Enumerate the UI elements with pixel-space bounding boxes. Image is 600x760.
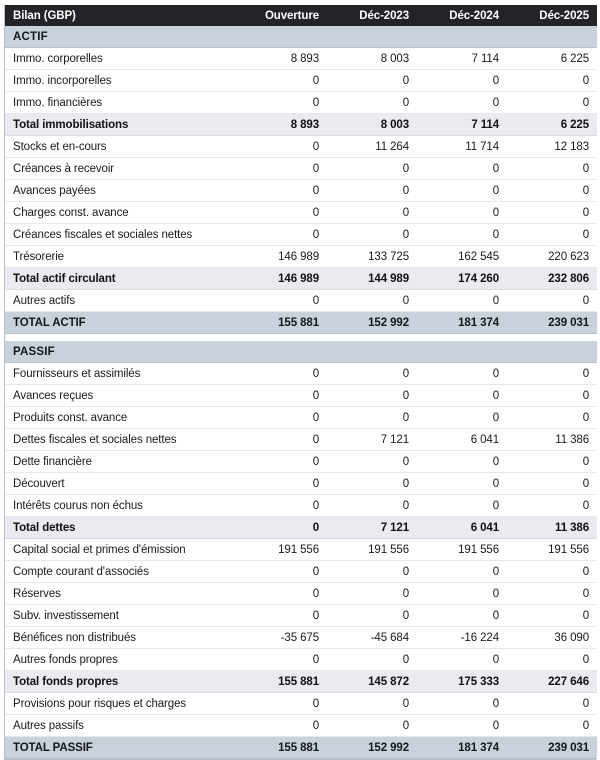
- cell-dec-2025: 0: [507, 561, 597, 583]
- row-spacer: [5, 334, 597, 342]
- balance-sheet-table: [5, 5, 597, 759]
- cell-dec-2024: 0: [417, 92, 507, 114]
- cell-dec-2023: 0: [327, 290, 417, 312]
- table-row[interactable]: [5, 715, 597, 737]
- cell-ouverture: 0: [237, 158, 327, 180]
- row-label: Autres passifs: [5, 715, 237, 737]
- cell-dec-2023: 133 725: [327, 246, 417, 268]
- row-label: Réserves: [5, 583, 237, 605]
- cell-ouverture: 146 989: [237, 246, 327, 268]
- cell-ouverture: 0: [237, 407, 327, 429]
- cell-ouverture: 146 989: [237, 268, 327, 290]
- table-row[interactable]: [5, 92, 597, 114]
- grand-total-row[interactable]: [5, 312, 597, 334]
- cell-ouverture: 0: [237, 693, 327, 715]
- cell-dec-2025: 0: [507, 495, 597, 517]
- row-label: ACTIF: [5, 26, 237, 48]
- cell-dec-2023: [327, 341, 417, 363]
- cell-dec-2024: 174 260: [417, 268, 507, 290]
- section-header-row[interactable]: [5, 341, 597, 363]
- cell-dec-2025: 0: [507, 715, 597, 737]
- table-row[interactable]: [5, 158, 597, 180]
- cell-ouverture: 0: [237, 473, 327, 495]
- column-header-dec-2025[interactable]: Déc-2025: [539, 9, 589, 22]
- cell-dec-2023: 0: [327, 715, 417, 737]
- cell-dec-2024: 181 374: [417, 737, 507, 759]
- cell-dec-2025: 0: [507, 693, 597, 715]
- cell-dec-2024: 0: [417, 605, 507, 627]
- table-row[interactable]: [5, 246, 597, 268]
- cell-dec-2023: 11 264: [327, 136, 417, 158]
- cell-dec-2025: 6 225: [507, 48, 597, 70]
- row-label: Compte courant d'associés: [5, 561, 237, 583]
- cell-ouverture: -35 675: [237, 627, 327, 649]
- cell-dec-2025: 11 386: [507, 429, 597, 451]
- table-row[interactable]: [5, 495, 597, 517]
- cell-dec-2025: 0: [507, 385, 597, 407]
- cell-dec-2025: 0: [507, 202, 597, 224]
- cell-dec-2025: 12 183: [507, 136, 597, 158]
- table-row[interactable]: [5, 649, 597, 671]
- column-header-dec-2024[interactable]: Déc-2024: [449, 9, 499, 22]
- cell-dec-2025: 0: [507, 649, 597, 671]
- row-label: Stocks et en-cours: [5, 136, 237, 158]
- row-label: TOTAL ACTIF: [5, 312, 237, 334]
- cell-ouverture: [237, 26, 327, 48]
- cell-ouverture: 0: [237, 290, 327, 312]
- cell-dec-2023: 0: [327, 561, 417, 583]
- row-label: Bénéfices non distribués: [5, 627, 237, 649]
- column-header-dec-2023[interactable]: Déc-2023: [359, 9, 409, 22]
- cell-ouverture: 0: [237, 385, 327, 407]
- cell-dec-2024: 0: [417, 561, 507, 583]
- row-label: Trésorerie: [5, 246, 237, 268]
- row-label: Charges const. avance: [5, 202, 237, 224]
- row-label: Total fonds propres: [5, 671, 237, 693]
- row-label: Immo. incorporelles: [5, 70, 237, 92]
- cell-dec-2024: 0: [417, 70, 507, 92]
- cell-dec-2023: 144 989: [327, 268, 417, 290]
- table-row[interactable]: [5, 180, 597, 202]
- table-row[interactable]: [5, 407, 597, 429]
- cell-dec-2025: 0: [507, 407, 597, 429]
- table-row[interactable]: [5, 363, 597, 385]
- cell-dec-2025: 0: [507, 363, 597, 385]
- cell-dec-2023: 0: [327, 495, 417, 517]
- table-row[interactable]: [5, 202, 597, 224]
- cell-dec-2024: 0: [417, 407, 507, 429]
- cell-dec-2024: 7 114: [417, 114, 507, 136]
- cell-dec-2025: 0: [507, 605, 597, 627]
- cell-dec-2023: 0: [327, 605, 417, 627]
- cell-dec-2023: -45 684: [327, 627, 417, 649]
- cell-ouverture: 0: [237, 517, 327, 539]
- row-label: Avances payées: [5, 180, 237, 202]
- cell-dec-2024: 0: [417, 693, 507, 715]
- cell-ouverture: 0: [237, 70, 327, 92]
- cell-dec-2025: 0: [507, 473, 597, 495]
- cell-ouverture: 0: [237, 583, 327, 605]
- cell-dec-2023: 0: [327, 649, 417, 671]
- cell-dec-2025: 191 556: [507, 539, 597, 561]
- cell-ouverture: 0: [237, 363, 327, 385]
- cell-dec-2024: [417, 341, 507, 363]
- cell-dec-2023: 0: [327, 224, 417, 246]
- cell-dec-2024: 0: [417, 385, 507, 407]
- cell-dec-2024: 0: [417, 715, 507, 737]
- cell-dec-2025: 0: [507, 92, 597, 114]
- table-row[interactable]: [5, 473, 597, 495]
- cell-dec-2023: 191 556: [327, 539, 417, 561]
- cell-dec-2025: 232 806: [507, 268, 597, 290]
- cell-dec-2024: 0: [417, 495, 507, 517]
- cell-ouverture: 0: [237, 224, 327, 246]
- cell-dec-2023: 0: [327, 180, 417, 202]
- cell-dec-2023: 0: [327, 158, 417, 180]
- cell-dec-2024: [417, 26, 507, 48]
- cell-dec-2024: 11 714: [417, 136, 507, 158]
- cell-dec-2025: 0: [507, 290, 597, 312]
- cell-dec-2025: 0: [507, 70, 597, 92]
- cell-ouverture: 0: [237, 605, 327, 627]
- cell-dec-2023: 145 872: [327, 671, 417, 693]
- row-label: Avances reçues: [5, 385, 237, 407]
- cell-ouverture: 0: [237, 715, 327, 737]
- cell-dec-2025: 36 090: [507, 627, 597, 649]
- table-row[interactable]: [5, 583, 597, 605]
- table-row[interactable]: [5, 48, 597, 70]
- cell-ouverture: 0: [237, 136, 327, 158]
- cell-dec-2024: 6 041: [417, 429, 507, 451]
- cell-dec-2023: 0: [327, 451, 417, 473]
- table-row[interactable]: [5, 290, 597, 312]
- cell-dec-2023: 0: [327, 70, 417, 92]
- subtotal-row[interactable]: [5, 114, 597, 136]
- cell-ouverture: 155 881: [237, 671, 327, 693]
- row-label: Créances à recevoir: [5, 158, 237, 180]
- cell-dec-2023: 152 992: [327, 312, 417, 334]
- cell-dec-2025: [507, 26, 597, 48]
- row-label: Capital social et primes d'émission: [5, 539, 237, 561]
- cell-dec-2023: 0: [327, 92, 417, 114]
- cell-dec-2024: 162 545: [417, 246, 507, 268]
- cell-dec-2023: 7 121: [327, 517, 417, 539]
- cell-dec-2024: 191 556: [417, 539, 507, 561]
- cell-ouverture: 0: [237, 561, 327, 583]
- table-row[interactable]: [5, 693, 597, 715]
- cell-ouverture: 0: [237, 92, 327, 114]
- section-header-row[interactable]: [5, 26, 597, 48]
- subtotal-row[interactable]: [5, 517, 597, 539]
- cell-ouverture: 8 893: [237, 48, 327, 70]
- cell-dec-2025: [507, 341, 597, 363]
- cell-ouverture: 191 556: [237, 539, 327, 561]
- cell-ouverture: 0: [237, 649, 327, 671]
- cell-dec-2023: 152 992: [327, 737, 417, 759]
- cell-dec-2024: 0: [417, 180, 507, 202]
- row-label: Subv. investissement: [5, 605, 237, 627]
- cell-dec-2024: 6 041: [417, 517, 507, 539]
- row-label: Immo. corporelles: [5, 48, 237, 70]
- cell-dec-2024: 0: [417, 202, 507, 224]
- cell-dec-2025: 6 225: [507, 114, 597, 136]
- row-label: Dettes fiscales et sociales nettes: [5, 429, 237, 451]
- cell-dec-2024: 0: [417, 451, 507, 473]
- cell-dec-2025: 0: [507, 451, 597, 473]
- row-label: Autres fonds propres: [5, 649, 237, 671]
- row-label: Total dettes: [5, 517, 237, 539]
- subtotal-row[interactable]: [5, 268, 597, 290]
- cell-dec-2025: 0: [507, 224, 597, 246]
- table-body: [5, 26, 597, 759]
- table-row[interactable]: [5, 627, 597, 649]
- cell-dec-2025: 239 031: [507, 737, 597, 759]
- cell-dec-2024: -16 224: [417, 627, 507, 649]
- table-row[interactable]: [5, 385, 597, 407]
- column-header-label[interactable]: Bilan (GBP): [13, 9, 76, 22]
- cell-dec-2024: 181 374: [417, 312, 507, 334]
- cell-dec-2025: 0: [507, 158, 597, 180]
- row-label: Créances fiscales et sociales nettes: [5, 224, 237, 246]
- table-header: [5, 5, 597, 26]
- table-row[interactable]: [5, 224, 597, 246]
- row-label: Fournisseurs et assimilés: [5, 363, 237, 385]
- table-row[interactable]: [5, 605, 597, 627]
- row-label: Total immobilisations: [5, 114, 237, 136]
- cell-dec-2024: 0: [417, 224, 507, 246]
- cell-dec-2023: 0: [327, 693, 417, 715]
- row-label: Produits const. avance: [5, 407, 237, 429]
- cell-ouverture: 0: [237, 202, 327, 224]
- cell-dec-2023: 0: [327, 407, 417, 429]
- grand-total-row[interactable]: [5, 737, 597, 759]
- cell-ouverture: 0: [237, 429, 327, 451]
- cell-dec-2024: 0: [417, 473, 507, 495]
- row-label: Provisions pour risques et charges: [5, 693, 237, 715]
- cell-dec-2025: 227 646: [507, 671, 597, 693]
- cell-dec-2024: 175 333: [417, 671, 507, 693]
- cell-dec-2023: 0: [327, 473, 417, 495]
- cell-ouverture: [237, 341, 327, 363]
- cell-dec-2023: 0: [327, 583, 417, 605]
- cell-ouverture: 8 893: [237, 114, 327, 136]
- table-row[interactable]: [5, 429, 597, 451]
- cell-dec-2023: 8 003: [327, 114, 417, 136]
- spacer-cell: [5, 334, 597, 342]
- cell-dec-2023: 0: [327, 363, 417, 385]
- row-label: Autres actifs: [5, 290, 237, 312]
- cell-ouverture: 155 881: [237, 312, 327, 334]
- row-label: PASSIF: [5, 341, 237, 363]
- row-label: Dette financière: [5, 451, 237, 473]
- cell-dec-2023: 7 121: [327, 429, 417, 451]
- cell-dec-2024: 0: [417, 583, 507, 605]
- cell-dec-2025: 0: [507, 180, 597, 202]
- cell-dec-2023: 0: [327, 202, 417, 224]
- cell-dec-2023: 8 003: [327, 48, 417, 70]
- cell-dec-2023: [327, 26, 417, 48]
- row-label: Découvert: [5, 473, 237, 495]
- cell-ouverture: 0: [237, 451, 327, 473]
- table-row[interactable]: [5, 539, 597, 561]
- table-row[interactable]: [5, 136, 597, 158]
- row-label: Immo. financières: [5, 92, 237, 114]
- cell-dec-2025: 11 386: [507, 517, 597, 539]
- cell-dec-2023: 0: [327, 385, 417, 407]
- cell-dec-2024: 0: [417, 649, 507, 671]
- table-row[interactable]: [5, 451, 597, 473]
- column-header-ouverture[interactable]: Ouverture: [264, 9, 319, 22]
- subtotal-row[interactable]: [5, 671, 597, 693]
- balance-sheet-panel: [4, 5, 596, 760]
- table-row[interactable]: [5, 70, 597, 92]
- table-row[interactable]: [5, 561, 597, 583]
- cell-ouverture: 0: [237, 495, 327, 517]
- cell-ouverture: 155 881: [237, 737, 327, 759]
- cell-dec-2024: 0: [417, 158, 507, 180]
- header-row: [5, 5, 597, 26]
- cell-dec-2024: 7 114: [417, 48, 507, 70]
- cell-dec-2024: 0: [417, 290, 507, 312]
- cell-dec-2024: 0: [417, 363, 507, 385]
- row-label: Total actif circulant: [5, 268, 237, 290]
- row-label: Intérêts courus non échus: [5, 495, 237, 517]
- cell-ouverture: 0: [237, 180, 327, 202]
- cell-dec-2025: 239 031: [507, 312, 597, 334]
- cell-dec-2025: 220 623: [507, 246, 597, 268]
- row-label: TOTAL PASSIF: [5, 737, 237, 759]
- cell-dec-2025: 0: [507, 583, 597, 605]
